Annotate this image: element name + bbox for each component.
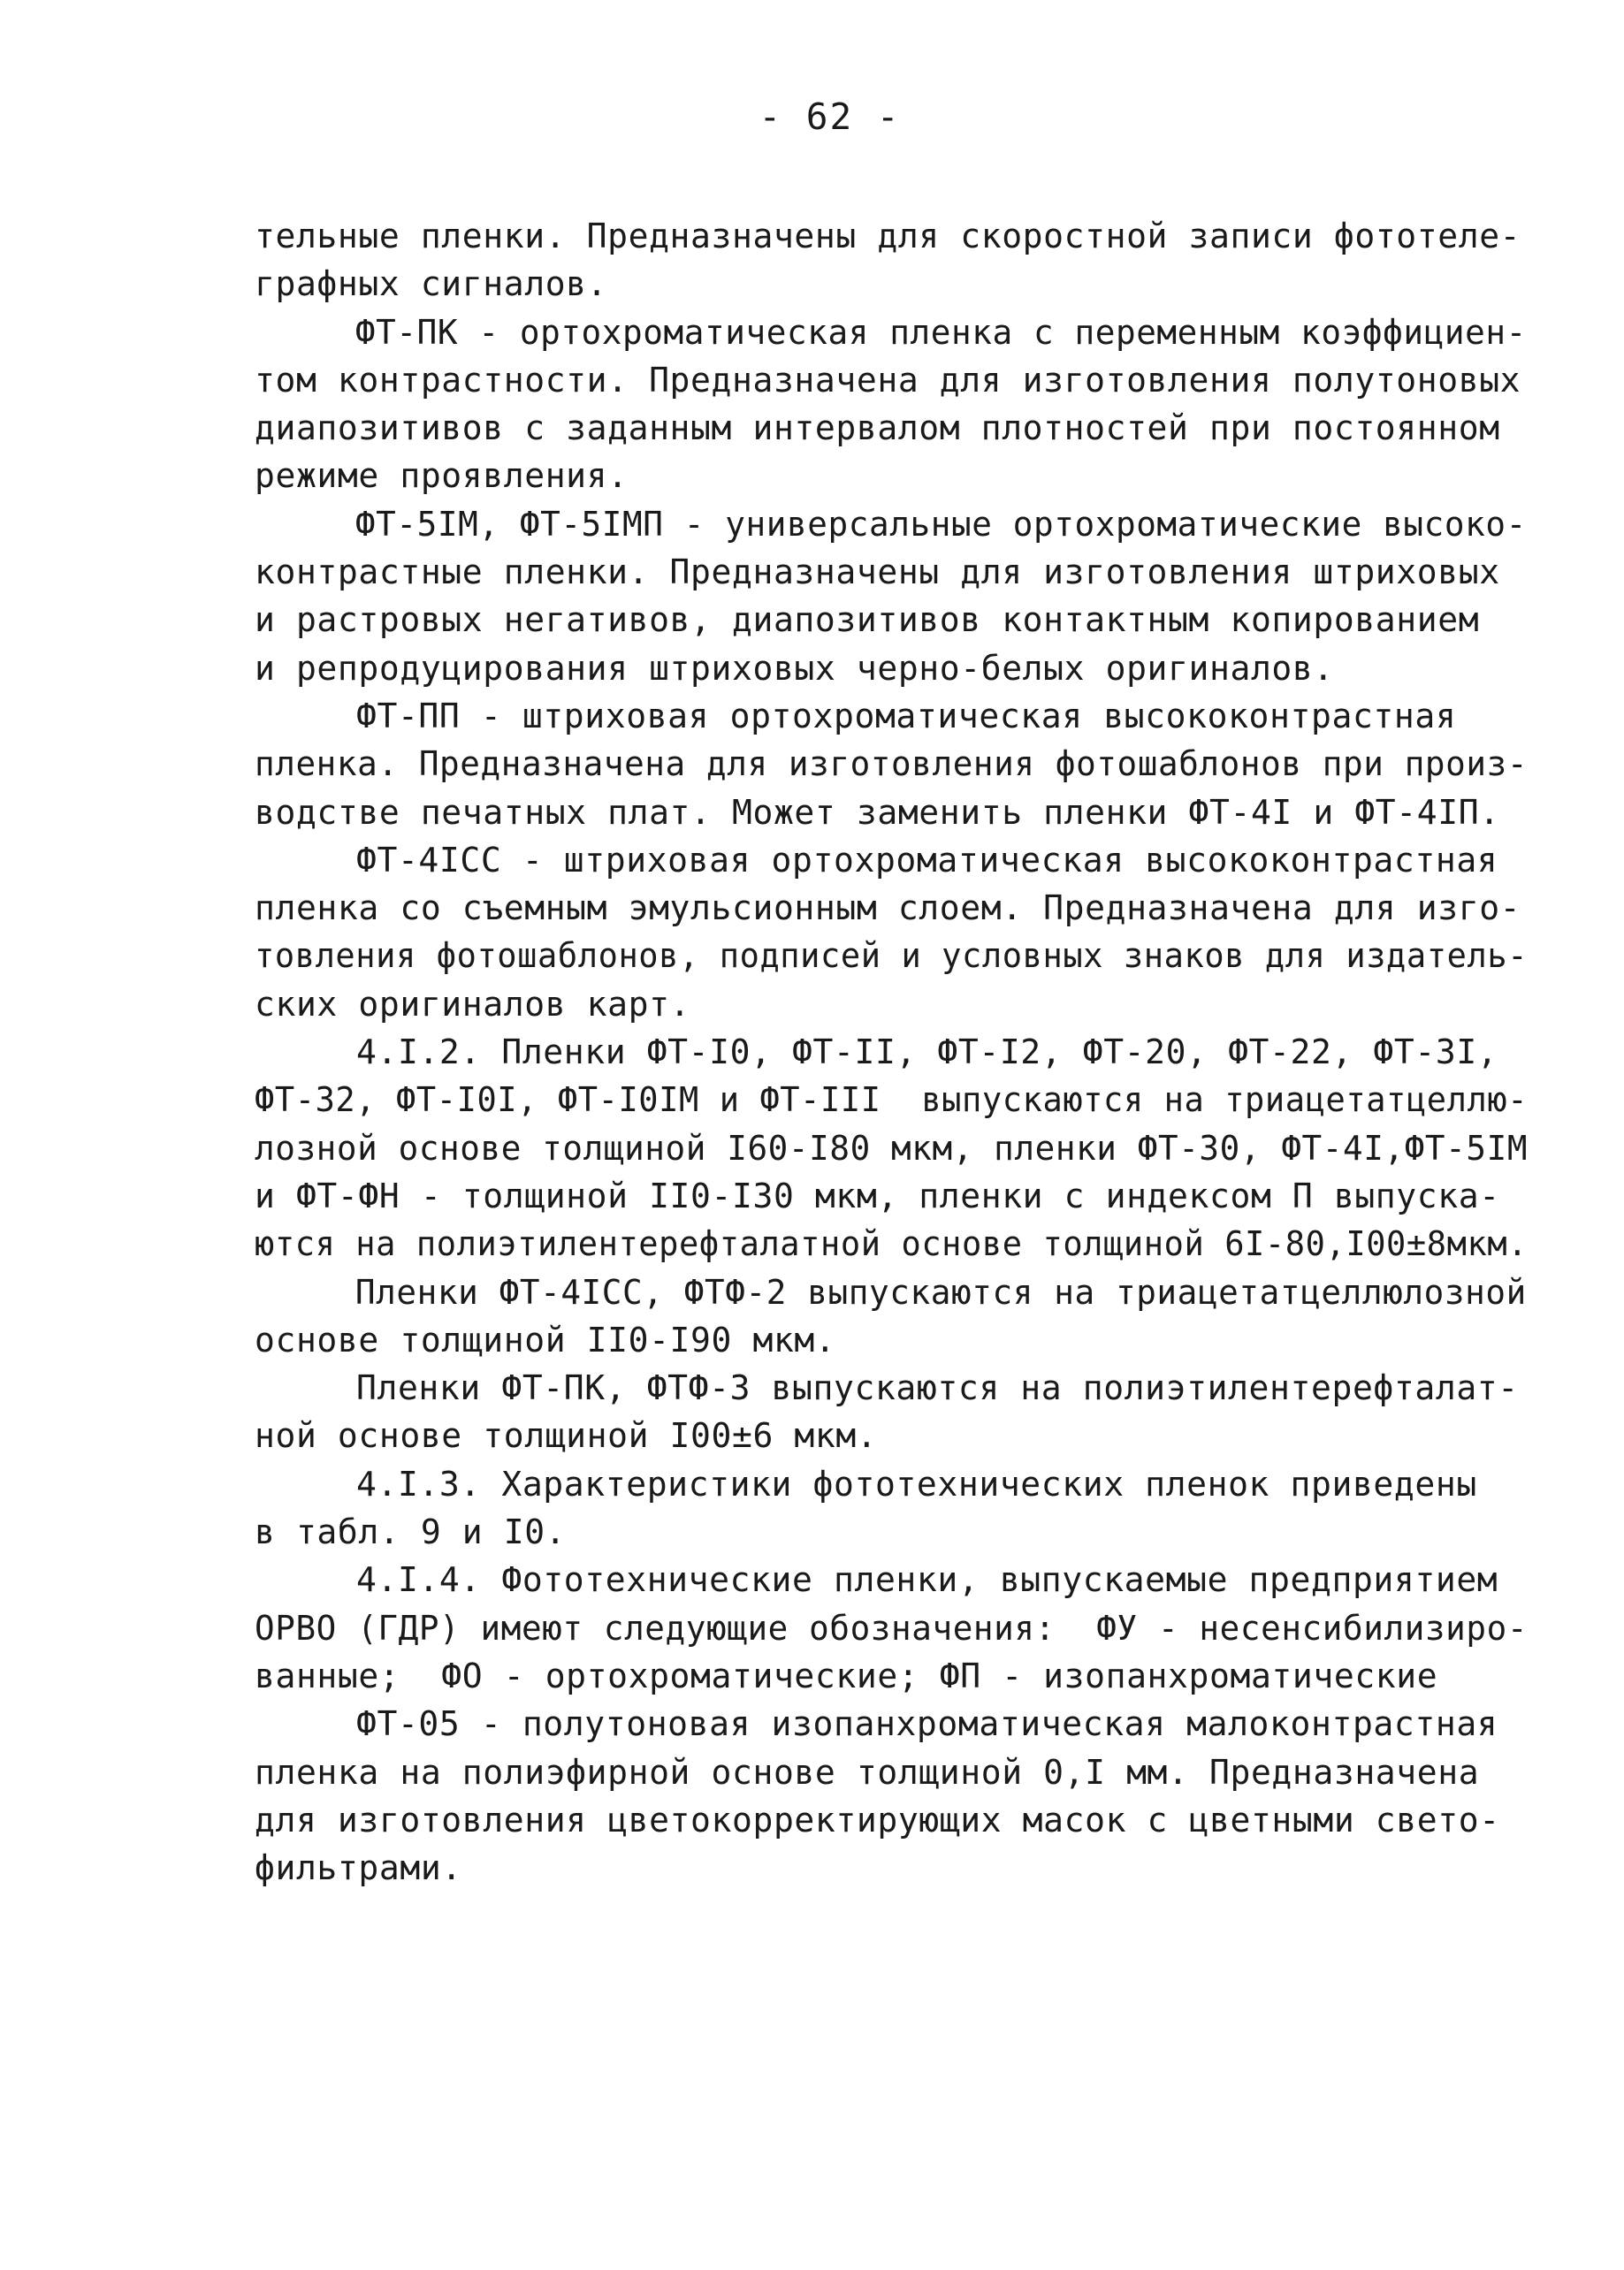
text-line: пленка. Предназначена для изготовления фотошаблонов при произ- bbox=[255, 744, 1529, 784]
text-line: в табл. 9 и I0. bbox=[255, 1512, 567, 1552]
page-number: - 62 - bbox=[759, 95, 901, 138]
text-line: и репродуцирования штриховых черно-белых оригиналов. bbox=[255, 648, 1334, 688]
text-line: режиме проявления. bbox=[255, 456, 629, 496]
text-line: ФТ-32, ФТ-I0I, ФТ-I0IМ и ФТ-III выпускаются на триацетатцеллю- bbox=[255, 1080, 1529, 1120]
text-line: фильтрами. bbox=[255, 1848, 462, 1888]
text-line: графных сигналов. bbox=[255, 264, 608, 304]
text-line: и ФТ-ФН - толщиной II0-I30 мкм, пленки с индексом П выпуска- bbox=[255, 1176, 1500, 1215]
text-line: ются на полиэтилентерефталатной основе толщиной 6I-80,I00±8мкм. bbox=[255, 1224, 1529, 1264]
text-line: диапозитивов с заданным интервалом плотностей при постоянном bbox=[255, 408, 1500, 448]
text-line: пленка со съемным эмульсионным слоем. Предназначена для изго- bbox=[255, 888, 1521, 928]
text-line: ванные; ФО - ортохроматические; ФП - изопанхроматические bbox=[255, 1656, 1438, 1695]
text-line: ФТ-5IМ, ФТ-5IМП - универсальные ортохроматические высоко- bbox=[355, 504, 1527, 544]
text-line: пленка на полиэфирной основе толщиной 0,I мм. Предназначена bbox=[255, 1752, 1480, 1792]
text-line: ФТ-4IСС - штриховая ортохроматическая высококонтрастная bbox=[356, 840, 1498, 880]
text-line: Пленки ФТ-4IСС, ФТФ-2 выпускаются на триацетатцеллюлозной bbox=[355, 1272, 1527, 1312]
text-line: ФТ-ПК - ортохроматическая пленка с переменным коэффициен- bbox=[355, 312, 1527, 352]
text-line: контрастные пленки. Предназначены для изготовления штриховых bbox=[255, 552, 1500, 592]
text-line: основе толщиной II0-I90 мкм. bbox=[255, 1320, 836, 1360]
body-text bbox=[255, 212, 1528, 1892]
text-line: 4.I.4. Фототехнические пленки, выпускаемые предприятием bbox=[356, 1560, 1498, 1600]
text-line: ОРВО (ГДР) имеют следующие обозначения: ФУ - несенсибилизиро- bbox=[255, 1608, 1529, 1648]
text-line: ских оригиналов карт. bbox=[255, 984, 691, 1024]
text-line: Пленки ФТ-ПК, ФТФ-3 выпускаются на полиэтилентерефталат- bbox=[356, 1368, 1519, 1408]
text-line: 4.I.3. Характеристики фототехнических пленок приведены bbox=[356, 1464, 1477, 1504]
text-line: 4.I.2. Пленки ФТ-I0, ФТ-II, ФТ-I2, ФТ-20, ФТ-22, ФТ-3I, bbox=[356, 1032, 1498, 1072]
text-line: лозной основе толщиной I60-I80 мкм, пленки ФТ-30, ФТ-4I,ФТ-5IМ bbox=[255, 1128, 1529, 1168]
text-line: и растровых негативов, диапозитивов контактным копированием bbox=[255, 600, 1480, 640]
text-line: тельные пленки. Предназначены для скоростной записи фототеле- bbox=[255, 217, 1521, 255]
text-line: том контрастности. Предназначена для изготовления полутоновых bbox=[255, 360, 1521, 400]
text-line: водстве печатных плат. Может заменить пленки ФТ-4I и ФТ-4IП. bbox=[255, 792, 1500, 832]
text-line: ФТ-05 - полутоновая изопанхроматическая малоконтрастная bbox=[356, 1704, 1498, 1744]
text-line: ной основе толщиной I00±6 мкм. bbox=[255, 1416, 878, 1456]
text-line: ФТ-ПП - штриховая ортохроматическая высококонтрастная bbox=[356, 696, 1457, 735]
text-line: товления фотошаблонов, подписей и условных знаков для издатель- bbox=[255, 936, 1529, 976]
text-line: для изготовления цветокорректирующих масок с цветными свето- bbox=[255, 1800, 1500, 1840]
